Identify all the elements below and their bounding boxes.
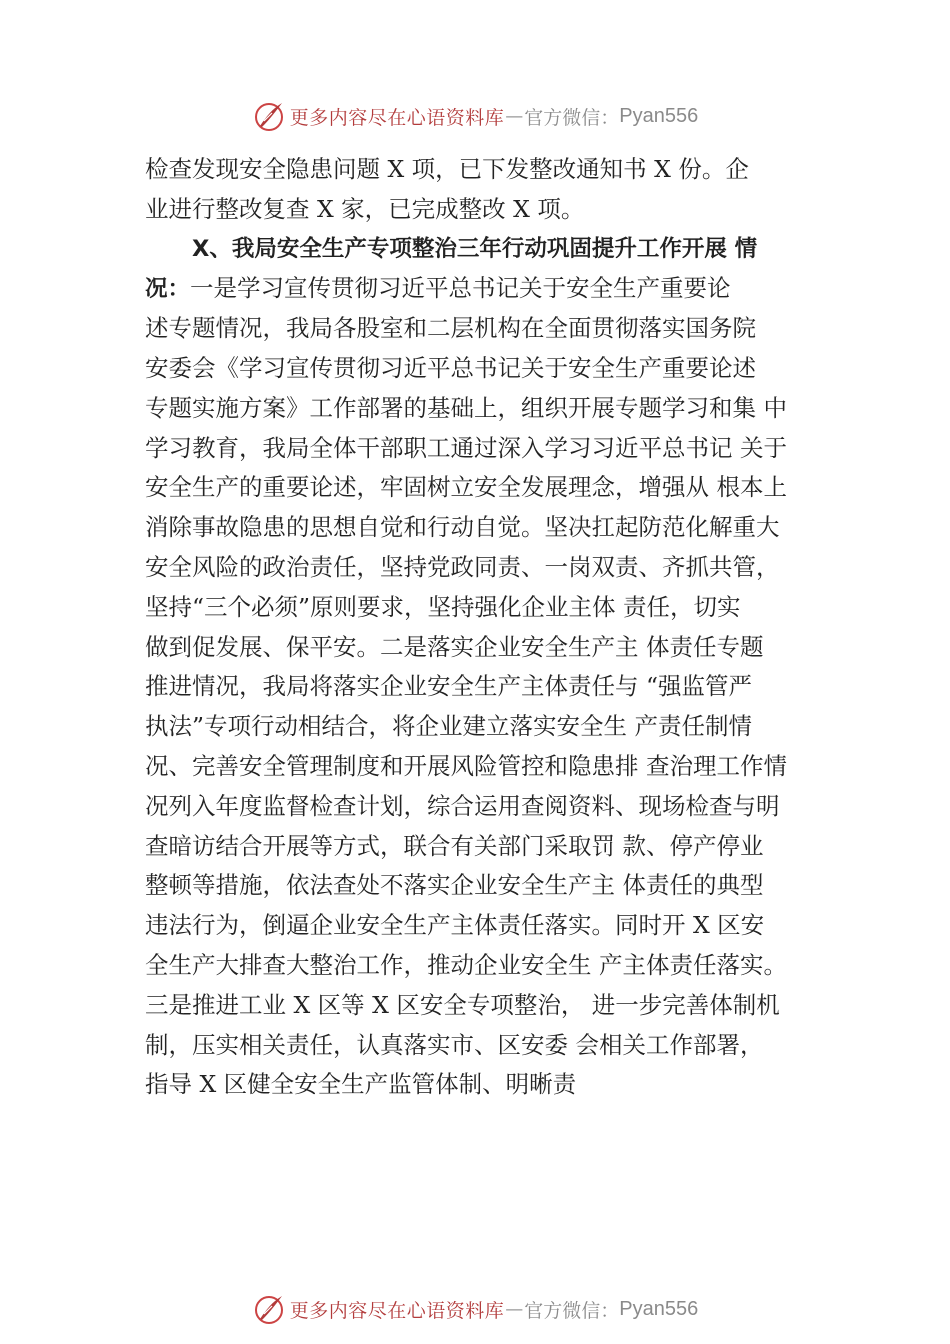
text-line: 坚持“三个必须”原则要求，坚持强化企业主体 责任，切实 [145, 592, 741, 621]
text-line: 安全生产的重要论述，牢固树立安全发展理念，增强从 根本上 [145, 473, 787, 502]
text-line: 制，压实相关责任，认真落实市、区安委 会相关工作部署， [145, 1030, 764, 1059]
text-span: 一是学习宣传贯彻习近平总书记关于安全生产重要论 [190, 274, 731, 303]
document-body [145, 150, 850, 1105]
text-line: 专题实施方案》工作部署的基础上，组织开展专题学习和集 中 [145, 393, 787, 422]
watermark-header [0, 96, 950, 136]
text-line: 述专题情况，我局各股室和二层机构在全面贯彻落实国务院 [145, 314, 756, 343]
watermark-wechat-id: Pyan556 [619, 104, 699, 127]
watermark-footer [0, 1289, 950, 1329]
watermark-site-text: 更多内容尽在心语资料库 [289, 1299, 505, 1322]
section-heading: X、我局安全生产专项整治三年行动巩固提升工作开展 情 [192, 235, 758, 262]
text-line: 况、完善安全管理制度和开展风险管控和隐患排 查治理工作情 [145, 751, 787, 780]
watermark-wechat-id: Pyan556 [619, 1297, 699, 1320]
paragraph-2 [145, 230, 850, 1106]
watermark-label: 官方微信： [524, 1299, 620, 1322]
text-line: 执法”专项行动相结合，将企业建立落实安全生 产责任制情 [145, 712, 752, 741]
text-line: 消除事故隐患的思想自觉和行动自觉。坚决扛起防范化解重大 [145, 513, 780, 542]
watermark-dash: — [505, 1298, 524, 1320]
text-line: 学习教育，我局全体干部职工通过深入学习习近平总书记 关于 [145, 433, 787, 462]
text-line: 业进行整改复查 X 家，已完成整改 X 项。 [145, 194, 585, 223]
text-line: 三是推进工业 X 区等 X 区安全专项整治， 进一步完善体制机 [145, 990, 780, 1019]
text-line: 做到促发展、保平安。二是落实企业安全生产主 体责任专题 [145, 632, 764, 661]
text-line: 查暗访结合开展等方式，联合有关部门采取罚 款、停产停业 [145, 831, 764, 860]
text-line: 指导 X 区健全安全生产监管体制、明晰责 [145, 1070, 577, 1099]
text-line: 整顿等措施，依法查处不落实企业安全生产主 体责任的典型 [145, 871, 764, 900]
watermark-site-text: 更多内容尽在心语资料库 [289, 106, 505, 129]
watermark-dash: — [505, 105, 524, 127]
paragraph-1 [145, 150, 850, 230]
text-line: 推进情况，我局将落实企业安全生产主体责任与 “强监管严 [145, 672, 752, 701]
quill-logo-icon [252, 99, 286, 133]
text-line: 检查发现安全隐患问题 X 项，已下发整改通知书 X 份。企 [145, 155, 749, 183]
text-line: 全生产大排查大整治工作，推动企业安全生 产主体责任落实。 [145, 950, 787, 979]
text-line [145, 269, 850, 309]
section-heading-end: 况： [145, 276, 191, 303]
watermark-label: 官方微信： [524, 106, 620, 129]
quill-logo-icon [252, 1292, 286, 1326]
text-line: 违法行为，倒逼企业安全生产主体责任落实。同时开 X 区安 [145, 911, 765, 940]
text-line: 安委会《学习宣传贯彻习近平总书记关于安全生产重要论述 [145, 353, 756, 382]
text-line: 况列入年度监督检查计划，综合运用查阅资料、现场检查与明 [145, 791, 780, 820]
text-line: 安全风险的政治责任，坚持党政同责、一岗双责、齐抓共管， [145, 552, 780, 581]
